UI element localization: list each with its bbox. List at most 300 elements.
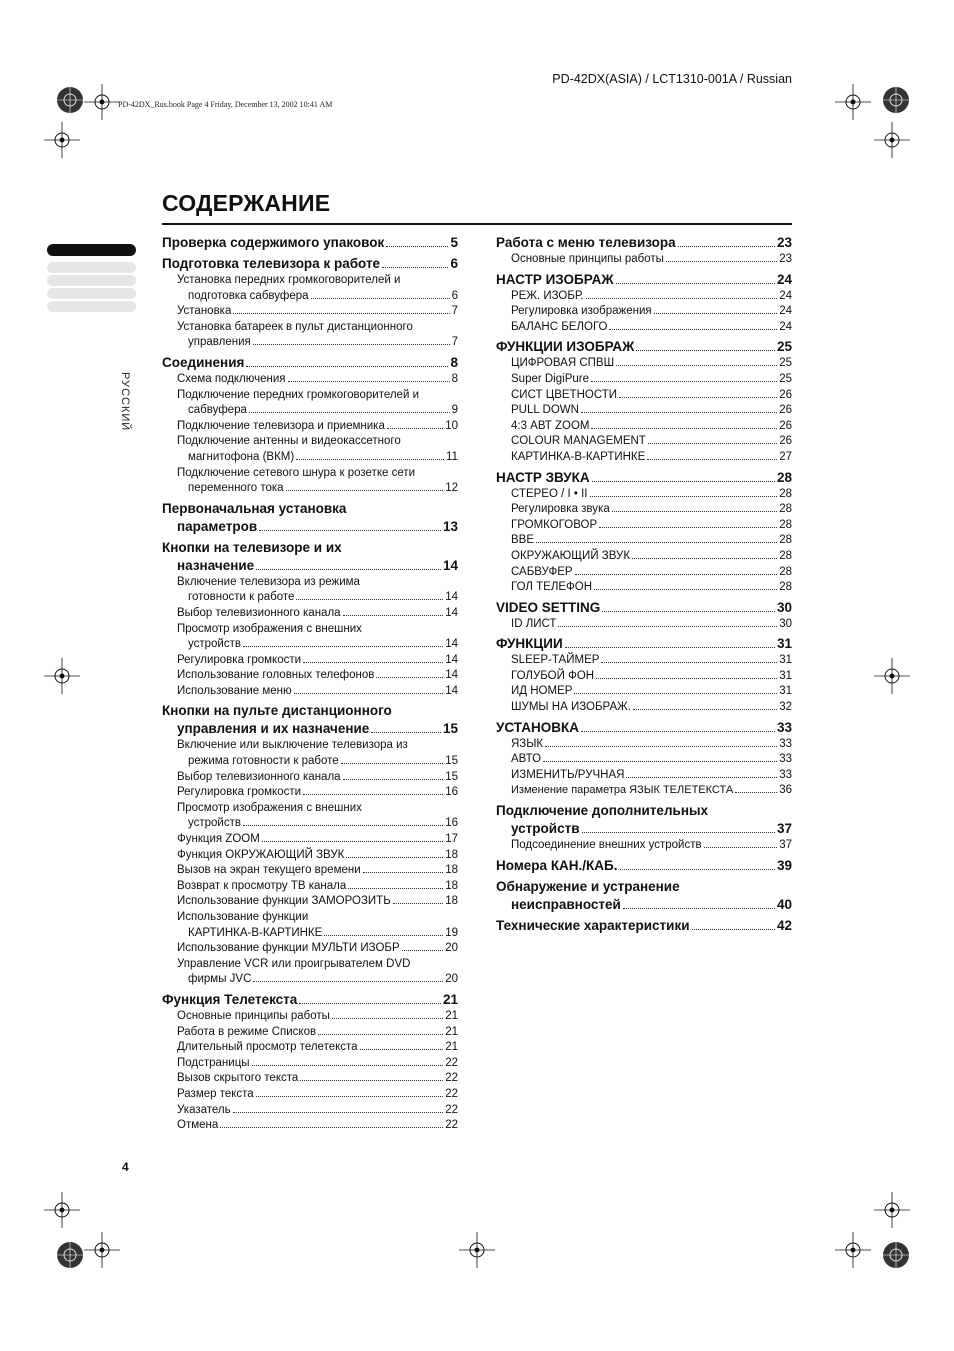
- toc-title: ЯЗЫК: [511, 737, 544, 750]
- toc-title-line1: Включение телевизора из режима: [177, 575, 360, 588]
- leader-dots: [596, 678, 777, 679]
- leader-dots: [616, 283, 775, 284]
- leader-dots: [558, 626, 777, 627]
- toc-entry[interactable]: [496, 669, 792, 685]
- toc-title-line2: назначение: [177, 557, 255, 573]
- book-info: PD-42DX_Rus.book Page 4 Friday, December 13, 2002 10:41 AM: [118, 100, 333, 109]
- toc-page: 22: [445, 1103, 458, 1116]
- registration-mark-top-right: [866, 70, 926, 130]
- toc-title-line2: фирмы JVC: [188, 973, 252, 986]
- toc-title-line2: устройств: [188, 638, 241, 651]
- crosshair-mark: [835, 1232, 871, 1268]
- toc-entry[interactable]: [162, 1009, 458, 1025]
- toc-page: 18: [445, 848, 458, 861]
- leader-dots: [296, 599, 443, 600]
- leader-dots: [594, 589, 777, 590]
- toc-page: 28: [779, 503, 792, 516]
- toc-entry[interactable]: [496, 487, 792, 503]
- toc-title: ID ЛИСТ: [511, 617, 557, 630]
- toc-page: 15: [445, 770, 458, 783]
- leader-dots: [252, 1065, 444, 1066]
- toc-title: Подключение телевизора и приемника: [177, 419, 385, 432]
- toc-page: 26: [779, 435, 792, 448]
- toc-title-line1: Установка батареек в пульт дистанционного: [177, 320, 413, 333]
- leader-dots: [348, 888, 443, 889]
- toc-title: Схема подключения: [177, 372, 286, 385]
- toc-page: 23: [779, 253, 792, 265]
- toc-page: 15: [445, 755, 458, 768]
- toc-page: 28: [779, 565, 792, 578]
- page-number: 4: [122, 1160, 129, 1174]
- toc-title: ИД НОМЕР: [511, 685, 573, 698]
- toc-title-line2: готовности к работе: [188, 591, 295, 604]
- toc-title: COLOUR MANAGEMENT: [511, 435, 646, 448]
- toc-entry[interactable]: [496, 752, 792, 768]
- document-code: PD-42DX(ASIA) / LCT1310-001A / Russian: [552, 72, 792, 86]
- toc-title: Регулировка звука: [511, 503, 610, 516]
- leader-dots: [678, 246, 775, 247]
- toc-entry[interactable]: [496, 653, 792, 669]
- toc-entry[interactable]: [162, 738, 458, 769]
- language-tab: [47, 301, 136, 312]
- toc-title: НАСТР ИЗОБРАЖ: [496, 271, 614, 287]
- leader-dots: [591, 381, 777, 382]
- toc-title: Подготовка телевизора к работе: [162, 256, 381, 271]
- leader-dots: [233, 313, 449, 314]
- language-tab-active: [47, 244, 136, 256]
- toc-section[interactable]: [496, 469, 792, 487]
- leader-dots: [591, 428, 777, 429]
- toc-title-line1: Кнопки на телевизоре и их: [162, 539, 342, 555]
- toc-page: 5: [450, 235, 458, 250]
- toc-title: ГОЛУБОЙ ФОН: [511, 669, 595, 682]
- language-tab: [47, 262, 136, 273]
- leader-dots: [574, 693, 777, 694]
- toc-title: Размер текста: [177, 1087, 254, 1100]
- toc-entry[interactable]: [496, 838, 792, 854]
- toc-entry[interactable]: [496, 252, 792, 268]
- toc-page: 30: [779, 617, 792, 630]
- toc-section[interactable]: [496, 857, 792, 875]
- leader-dots: [386, 246, 448, 247]
- leader-dots: [233, 1112, 444, 1113]
- toc-page: 9: [451, 404, 458, 417]
- toc-page: 16: [445, 817, 458, 830]
- leader-dots: [704, 847, 778, 848]
- toc-page: 18: [445, 895, 458, 908]
- toc-entry[interactable]: [496, 783, 792, 799]
- toc-section[interactable]: [162, 255, 458, 273]
- leader-dots: [324, 935, 443, 936]
- leader-dots: [648, 443, 777, 444]
- toc-section[interactable]: [162, 354, 458, 372]
- toc-page: 12: [445, 482, 458, 495]
- leader-dots: [623, 908, 775, 909]
- leader-dots: [299, 1003, 441, 1004]
- toc-section[interactable]: [496, 271, 792, 289]
- toc-title: ИЗМЕНИТЬ/РУЧНАЯ: [511, 768, 625, 781]
- toc-title: Проверка содержимого упаковок: [162, 235, 385, 250]
- toc-title: Отмена: [177, 1119, 219, 1132]
- leader-dots: [536, 542, 777, 543]
- toc-page: 28: [779, 549, 792, 562]
- toc-page: 22: [445, 1087, 458, 1100]
- crosshair-mark: [459, 1232, 495, 1268]
- toc-title: РЕЖ. ИЗОБР.: [511, 289, 584, 302]
- leader-dots: [581, 412, 777, 413]
- leader-dots: [601, 662, 777, 663]
- toc-entry[interactable]: [162, 466, 458, 497]
- toc-entry[interactable]: [162, 372, 458, 388]
- language-tab: [47, 275, 136, 286]
- toc-entry[interactable]: [162, 1040, 458, 1056]
- crosshair-mark: [874, 658, 910, 694]
- toc-page: 14: [445, 591, 458, 604]
- toc-entry[interactable]: [496, 304, 792, 320]
- toc-entry[interactable]: [162, 320, 458, 351]
- toc-title: Номера КАН./КАБ.: [496, 857, 618, 873]
- toc-entry[interactable]: [496, 356, 792, 372]
- leader-dots: [654, 313, 778, 314]
- leader-dots: [311, 298, 450, 299]
- page-title: СОДЕРЖАНИЕ: [162, 190, 331, 216]
- toc-entry[interactable]: [496, 289, 792, 305]
- toc-title: Указатель: [177, 1103, 231, 1116]
- toc-title-line1: Подключение передних громкоговорителей и: [177, 388, 419, 401]
- toc-title: ФУНКЦИИ: [496, 636, 563, 652]
- toc-title: Вызов на экран текущего времени: [177, 864, 361, 877]
- toc-section[interactable]: [496, 338, 792, 356]
- toc-page: 36: [779, 784, 792, 797]
- toc-entry[interactable]: [496, 419, 792, 435]
- toc-title-line1: Управление VCR или проигрывателем DVD: [177, 957, 411, 970]
- toc-entry[interactable]: [162, 863, 458, 879]
- crosshair-mark: [874, 1192, 910, 1228]
- toc-entry[interactable]: [496, 565, 792, 581]
- toc-page: 21: [442, 991, 458, 1007]
- leader-dots: [376, 677, 443, 678]
- leader-dots: [294, 693, 444, 694]
- toc-page: 28: [779, 487, 792, 500]
- toc-title-line1: Подключение дополнительных: [496, 803, 709, 819]
- leader-dots: [735, 792, 777, 793]
- toc-title: Использование функции МУЛЬТИ ИЗОБР: [177, 942, 400, 955]
- toc-title: Регулировка громкости: [177, 653, 302, 666]
- toc-entry[interactable]: [162, 606, 458, 622]
- leader-dots: [387, 428, 443, 429]
- toc-entry[interactable]: [496, 700, 792, 716]
- toc-title: Установка: [177, 305, 232, 318]
- leader-dots: [318, 1034, 443, 1035]
- toc-page: 39: [776, 857, 792, 873]
- toc-page: 6: [451, 289, 458, 302]
- toc-entry[interactable]: [496, 403, 792, 419]
- toc-page: 20: [445, 973, 458, 986]
- toc-entry[interactable]: [162, 957, 458, 988]
- toc-title: Соединения: [162, 354, 245, 370]
- leader-dots: [602, 611, 775, 612]
- toc-title: Основные принципы работы: [511, 253, 664, 265]
- leader-dots: [332, 1018, 443, 1019]
- toc-page: 10: [445, 419, 458, 432]
- crosshair-mark: [84, 84, 120, 120]
- toc-title: ЦИФРОВАЯ СПВШ: [511, 357, 615, 370]
- leader-dots: [581, 731, 775, 732]
- language-tabs: [47, 244, 136, 314]
- toc-page: 42: [776, 917, 792, 933]
- leader-dots: [575, 574, 778, 575]
- toc-title: СИСТ ЦВЕТНОСТИ: [511, 388, 618, 401]
- leader-dots: [590, 496, 778, 497]
- toc-title: НАСТР ЗВУКА: [496, 469, 590, 485]
- toc-page: 22: [445, 1056, 458, 1069]
- toc-page: 8: [450, 354, 458, 370]
- toc-page: 30: [776, 599, 792, 615]
- leader-dots: [303, 794, 443, 795]
- toc-entry[interactable]: [162, 575, 458, 606]
- title-rule: [162, 223, 792, 225]
- toc-entry[interactable]: [162, 419, 458, 435]
- toc-page: 37: [776, 821, 792, 837]
- toc-section[interactable]: [496, 234, 792, 252]
- toc-title: Работа в режиме Списков: [177, 1025, 317, 1038]
- leader-dots: [616, 365, 777, 366]
- toc-entry[interactable]: [496, 502, 792, 518]
- toc-entry[interactable]: [162, 668, 458, 684]
- leader-dots: [363, 872, 444, 873]
- toc-page: 21: [445, 1041, 458, 1054]
- leader-dots: [360, 1049, 444, 1050]
- toc-page: 28: [776, 469, 792, 485]
- toc-entry[interactable]: [162, 273, 458, 304]
- toc-page: 33: [779, 737, 792, 750]
- leader-dots: [609, 329, 777, 330]
- toc-page: 27: [779, 450, 792, 463]
- toc-page: 22: [445, 1072, 458, 1085]
- leader-dots: [382, 267, 448, 268]
- toc-title-line2: переменного тока: [188, 482, 284, 495]
- toc-page: 6: [450, 256, 458, 271]
- toc-right-column: [496, 234, 792, 935]
- toc-page: 21: [445, 1009, 458, 1022]
- toc-title: ШУМЫ НА ИЗОБРАЖ.: [511, 701, 631, 714]
- toc-title: Изменение параметра ЯЗЫК ТЕЛЕТЕКСТА: [511, 784, 734, 797]
- toc-page: 24: [779, 289, 792, 302]
- toc-entry[interactable]: [162, 1056, 458, 1072]
- leader-dots: [599, 527, 777, 528]
- toc-title-line2: режима готовности к работе: [188, 755, 339, 768]
- leader-dots: [636, 350, 775, 351]
- toc-section[interactable]: [496, 599, 792, 617]
- toc-title: Регулировка громкости: [177, 786, 302, 799]
- toc-page: 25: [776, 339, 792, 355]
- toc-entry[interactable]: [496, 580, 792, 596]
- toc-section[interactable]: [162, 702, 458, 738]
- leader-dots: [343, 615, 444, 616]
- toc-section[interactable]: [162, 234, 458, 252]
- toc-title-line1: Включение или выключение телевизора из: [177, 739, 408, 752]
- toc-title: Возврат к просмотру ТВ канала: [177, 879, 347, 892]
- toc-entry[interactable]: [162, 832, 458, 848]
- toc-title-line1: Подключение сетевого шнура к розетке сети: [177, 466, 416, 479]
- toc-page: 14: [445, 606, 458, 619]
- toc-title: Подстраницы: [177, 1056, 250, 1069]
- toc-page: 8: [451, 372, 458, 385]
- toc-entry[interactable]: [496, 388, 792, 404]
- leader-dots: [565, 647, 775, 648]
- toc-entry[interactable]: [496, 533, 792, 549]
- toc-page: 40: [776, 896, 792, 912]
- toc-entry[interactable]: [162, 304, 458, 320]
- toc-entry[interactable]: [162, 770, 458, 786]
- toc-section[interactable]: [496, 719, 792, 737]
- toc-title: Основные принципы работы: [177, 1009, 330, 1022]
- toc-entry[interactable]: [162, 785, 458, 801]
- toc-entry[interactable]: [496, 320, 792, 336]
- toc-title-line1: Подключение антенны и видеокассетного: [177, 435, 401, 448]
- toc-entry[interactable]: [162, 1087, 458, 1103]
- toc-page: 17: [445, 833, 458, 846]
- toc-title: PULL DOWN: [511, 404, 579, 417]
- toc-section[interactable]: [496, 635, 792, 653]
- toc-title-line2: сабвуфера: [188, 404, 247, 417]
- toc-page: 15: [442, 721, 458, 737]
- toc-section[interactable]: [496, 802, 792, 838]
- toc-entry[interactable]: [496, 434, 792, 450]
- toc-entry[interactable]: [162, 1071, 458, 1087]
- toc-page: 14: [442, 557, 458, 573]
- toc-page: 20: [445, 942, 458, 955]
- toc-section[interactable]: [162, 539, 458, 575]
- language-tab: [47, 288, 136, 299]
- toc-title-line1: Кнопки на пульте дистанционного: [162, 703, 392, 719]
- leader-dots: [371, 732, 441, 733]
- toc-page: 32: [779, 701, 792, 714]
- toc-section[interactable]: [496, 917, 792, 935]
- toc-page: 28: [779, 518, 792, 531]
- toc-page: 26: [779, 419, 792, 432]
- toc-page: 24: [779, 305, 792, 318]
- toc-entry[interactable]: [162, 1118, 458, 1134]
- leader-dots: [288, 381, 450, 382]
- toc-title: ГРОМКОГОВОР: [511, 518, 598, 531]
- leader-dots: [633, 709, 777, 710]
- toc-page: 19: [445, 926, 458, 939]
- leader-dots: [253, 344, 450, 345]
- leader-dots: [262, 841, 443, 842]
- leader-dots: [243, 646, 443, 647]
- toc-entry[interactable]: [496, 372, 792, 388]
- toc-entry[interactable]: [162, 848, 458, 864]
- leader-dots: [253, 981, 443, 982]
- toc-entry[interactable]: [162, 910, 458, 941]
- toc-title-line1: Первоначальная установка: [162, 500, 347, 516]
- leader-dots: [402, 950, 444, 951]
- toc-page: 14: [445, 684, 458, 697]
- leader-dots: [220, 1127, 443, 1128]
- toc-entry[interactable]: [162, 894, 458, 910]
- toc-entry[interactable]: [162, 622, 458, 653]
- toc-title: Использование меню: [177, 684, 292, 697]
- toc-entry[interactable]: [496, 518, 792, 534]
- toc-entry[interactable]: [162, 941, 458, 957]
- toc-title: ГОЛ ТЕЛЕФОН: [511, 581, 593, 594]
- toc-title-line2: магнитофона (ВКМ): [188, 450, 295, 463]
- leader-dots: [620, 869, 775, 870]
- toc-page: 25: [779, 372, 792, 385]
- leader-dots: [592, 481, 775, 482]
- toc-page: 7: [451, 305, 458, 318]
- leader-dots: [619, 397, 777, 398]
- toc-entry[interactable]: [162, 388, 458, 419]
- toc-entry[interactable]: [162, 1103, 458, 1119]
- toc-title: Работа с меню телевизора: [496, 235, 676, 250]
- leader-dots: [303, 662, 443, 663]
- crosshair-mark: [44, 658, 80, 694]
- leader-dots: [582, 832, 775, 833]
- leader-dots: [286, 490, 444, 491]
- toc-entry[interactable]: [496, 768, 792, 784]
- crosshair-mark: [84, 1232, 120, 1268]
- toc-title-line1: Обнаружение и устранение: [496, 878, 680, 894]
- leader-dots: [296, 459, 444, 460]
- toc-left-column: [162, 234, 458, 1134]
- toc-entry[interactable]: [496, 549, 792, 565]
- toc-entry[interactable]: [496, 737, 792, 753]
- toc-page: 28: [779, 581, 792, 594]
- toc-section[interactable]: [162, 500, 458, 536]
- crosshair-mark: [874, 122, 910, 158]
- leader-dots: [586, 298, 778, 299]
- toc-title: КАРТИНКА-В-КАРТИНКЕ: [511, 450, 646, 463]
- toc-page: 22: [445, 1119, 458, 1132]
- toc-section[interactable]: [496, 878, 792, 914]
- toc-title-line2: устройств: [188, 817, 241, 830]
- toc-title: Функция Телетекста: [162, 991, 298, 1007]
- toc-page: 14: [445, 638, 458, 651]
- crosshair-mark: [44, 122, 80, 158]
- leader-dots: [543, 761, 777, 762]
- leader-dots: [393, 903, 443, 904]
- toc-entry[interactable]: [162, 801, 458, 832]
- toc-entry[interactable]: [162, 653, 458, 669]
- toc-page: 18: [445, 879, 458, 892]
- toc-title: 4:3 АВТ ZOOM: [511, 419, 590, 432]
- crosshair-mark: [44, 1192, 80, 1228]
- toc-entry[interactable]: [162, 684, 458, 700]
- leader-dots: [545, 746, 777, 747]
- toc-page: 26: [779, 388, 792, 401]
- toc-title: Выбор телевизионного канала: [177, 606, 341, 619]
- toc-title: ФУНКЦИИ ИЗОБРАЖ: [496, 339, 635, 355]
- toc-title: СТЕРЕО / I • II: [511, 487, 588, 500]
- toc-page: 24: [776, 271, 792, 287]
- toc-title-line1: Установка передних громкоговорителей и: [177, 274, 401, 286]
- toc-page: 14: [445, 653, 458, 666]
- toc-entry[interactable]: [162, 879, 458, 895]
- toc-entry[interactable]: [162, 434, 458, 465]
- toc-page: 31: [779, 669, 792, 682]
- leader-dots: [343, 779, 444, 780]
- leader-dots: [300, 1080, 443, 1081]
- toc-page: 16: [445, 786, 458, 799]
- toc-entry[interactable]: [496, 684, 792, 700]
- toc-entry[interactable]: [496, 617, 792, 633]
- toc-entry[interactable]: [162, 1025, 458, 1041]
- toc-entry[interactable]: [496, 450, 792, 466]
- leader-dots: [692, 929, 775, 930]
- toc-section[interactable]: [162, 991, 458, 1009]
